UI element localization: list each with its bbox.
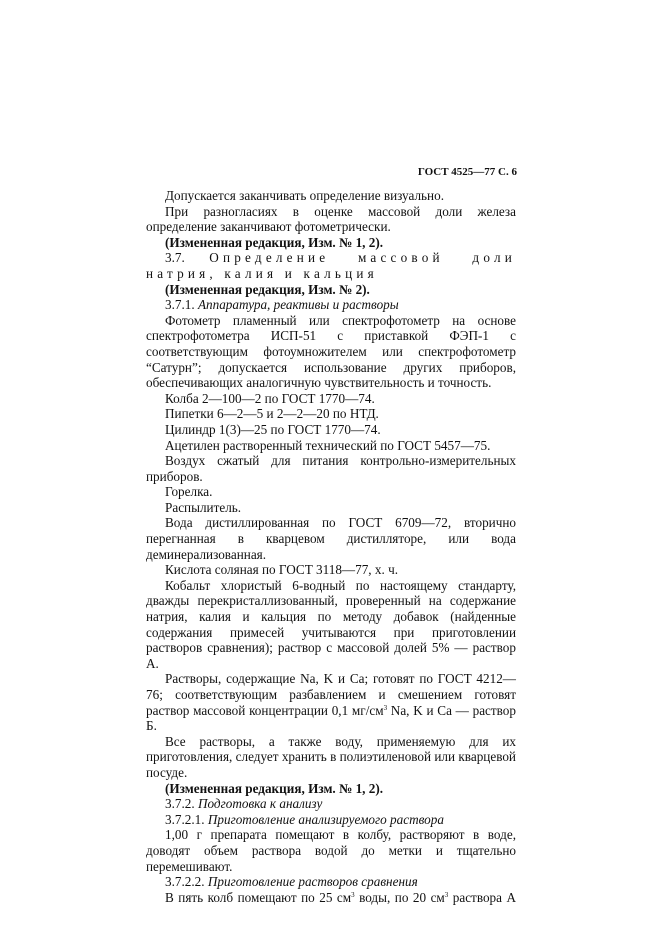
paragraph: Вода дистиллированная по ГОСТ 6709—72, вторично перегнанная в кварцевом дистилляторе, или вода деминерализованная. bbox=[146, 515, 516, 562]
paragraph: Распылитель. bbox=[165, 499, 242, 515]
paragraph: 1,00 г препарата помещают в колбу, растворяют в воде, доводят объем раствора водой до метки и тщательно перемешивают. bbox=[146, 827, 516, 874]
text-run: Na, K и Ca — раствор Б. bbox=[146, 702, 516, 734]
section-heading-3-7-2-2 bbox=[146, 874, 516, 890]
paragraph: Пипетки 6—2—5 и 2—2—20 по НТД. bbox=[165, 406, 379, 422]
section-number: 3.7. bbox=[165, 250, 185, 266]
section-heading-3-7-2 bbox=[146, 796, 516, 812]
paragraph: Воздух сжатый для питания контрольно-измерительных приборов. bbox=[146, 453, 516, 484]
amendment-note: (Измененная редакция, Изм. № 1, 2). bbox=[165, 234, 384, 250]
section-number: 3.7.1. bbox=[165, 297, 195, 313]
paragraph: Все растворы, а также воду, применяемую для их приготовления, следует хранить в полиэтиленовой или кварцевой посуде. bbox=[146, 733, 516, 780]
section-title: Приготовление растворов сравнения bbox=[207, 874, 418, 890]
section-title: Приготовление анализируемого раствора bbox=[207, 811, 444, 827]
section-heading-3-7-2-1 bbox=[146, 812, 516, 828]
page-header: ГОСТ 4525—77 С. 6 bbox=[417, 166, 517, 178]
text-run: Растворы, содержащие Na, K и Ca; готовят по ГОСТ 4212—76; соответствующим разбавлением и смешением готовят раствор массовой концентрации 0,1 мг/см bbox=[146, 671, 516, 718]
text-run: В пять колб помещают по 25 см bbox=[165, 889, 352, 905]
paragraph: При разногласиях в оценке массовой доли железа определение заканчивают фотометрически. bbox=[146, 203, 516, 235]
amendment-note: (Измененная редакция, Изм. № 2). bbox=[165, 281, 370, 297]
document-body bbox=[146, 188, 516, 905]
paragraph bbox=[146, 890, 516, 906]
text-run: раствора А bbox=[448, 889, 517, 905]
paragraph: Ацетилен растворенный технический по ГОСТ 5457—75. bbox=[165, 437, 491, 453]
paragraph: Кислота соляная по ГОСТ 3118—77, х. ч. bbox=[165, 562, 399, 578]
section-number: 3.7.2.1. bbox=[165, 811, 205, 827]
paragraph: Допускается заканчивать определение визуально. bbox=[165, 188, 444, 203]
section-title: Подготовка к анализу bbox=[197, 796, 323, 812]
paragraph: Цилиндр 1(3)—25 по ГОСТ 1770—74. bbox=[165, 421, 381, 437]
paragraph: Кобальт хлористый 6-водный по настоящему стандарту, дважды перекристаллизованный, проверенный на содержание натрия, калия и кальция по методу добавок (найденные содержания примесей учитываются при приготовлении растворов сравнения); раствор с массовой долей 5% — раствор А. bbox=[146, 577, 516, 671]
section-heading-3-7 bbox=[146, 250, 516, 281]
superscript: 3 bbox=[383, 703, 388, 712]
superscript: 3 bbox=[444, 890, 449, 899]
amendment-note: (Измененная редакция, Изм. № 1, 2). bbox=[165, 780, 384, 796]
section-heading-3-7-1 bbox=[146, 297, 516, 313]
section-title: Определение массовой доли натрия, калия и кальция bbox=[146, 250, 516, 281]
text-run: воды, по 20 см bbox=[354, 889, 445, 905]
section-title: Аппаратура, реактивы и растворы bbox=[197, 297, 399, 313]
section-number: 3.7.2.2. bbox=[165, 874, 205, 890]
superscript: 3 bbox=[351, 890, 355, 899]
paragraph: Фотометр пламенный или спектрофотометр на основе спектрофотометра ИСП-51 с приставкой ФЭП-1 с соответствующим фотоумножителем или спектрофотометр “Сатурн”; допускается использование других приборов, обеспечивающих аналогичную чувствительность и точность. bbox=[146, 312, 516, 391]
paragraph bbox=[146, 671, 516, 733]
paragraph: Горелка. bbox=[165, 484, 213, 500]
section-number: 3.7.2. bbox=[165, 796, 195, 812]
paragraph: Колба 2—100—2 по ГОСТ 1770—74. bbox=[165, 390, 375, 406]
